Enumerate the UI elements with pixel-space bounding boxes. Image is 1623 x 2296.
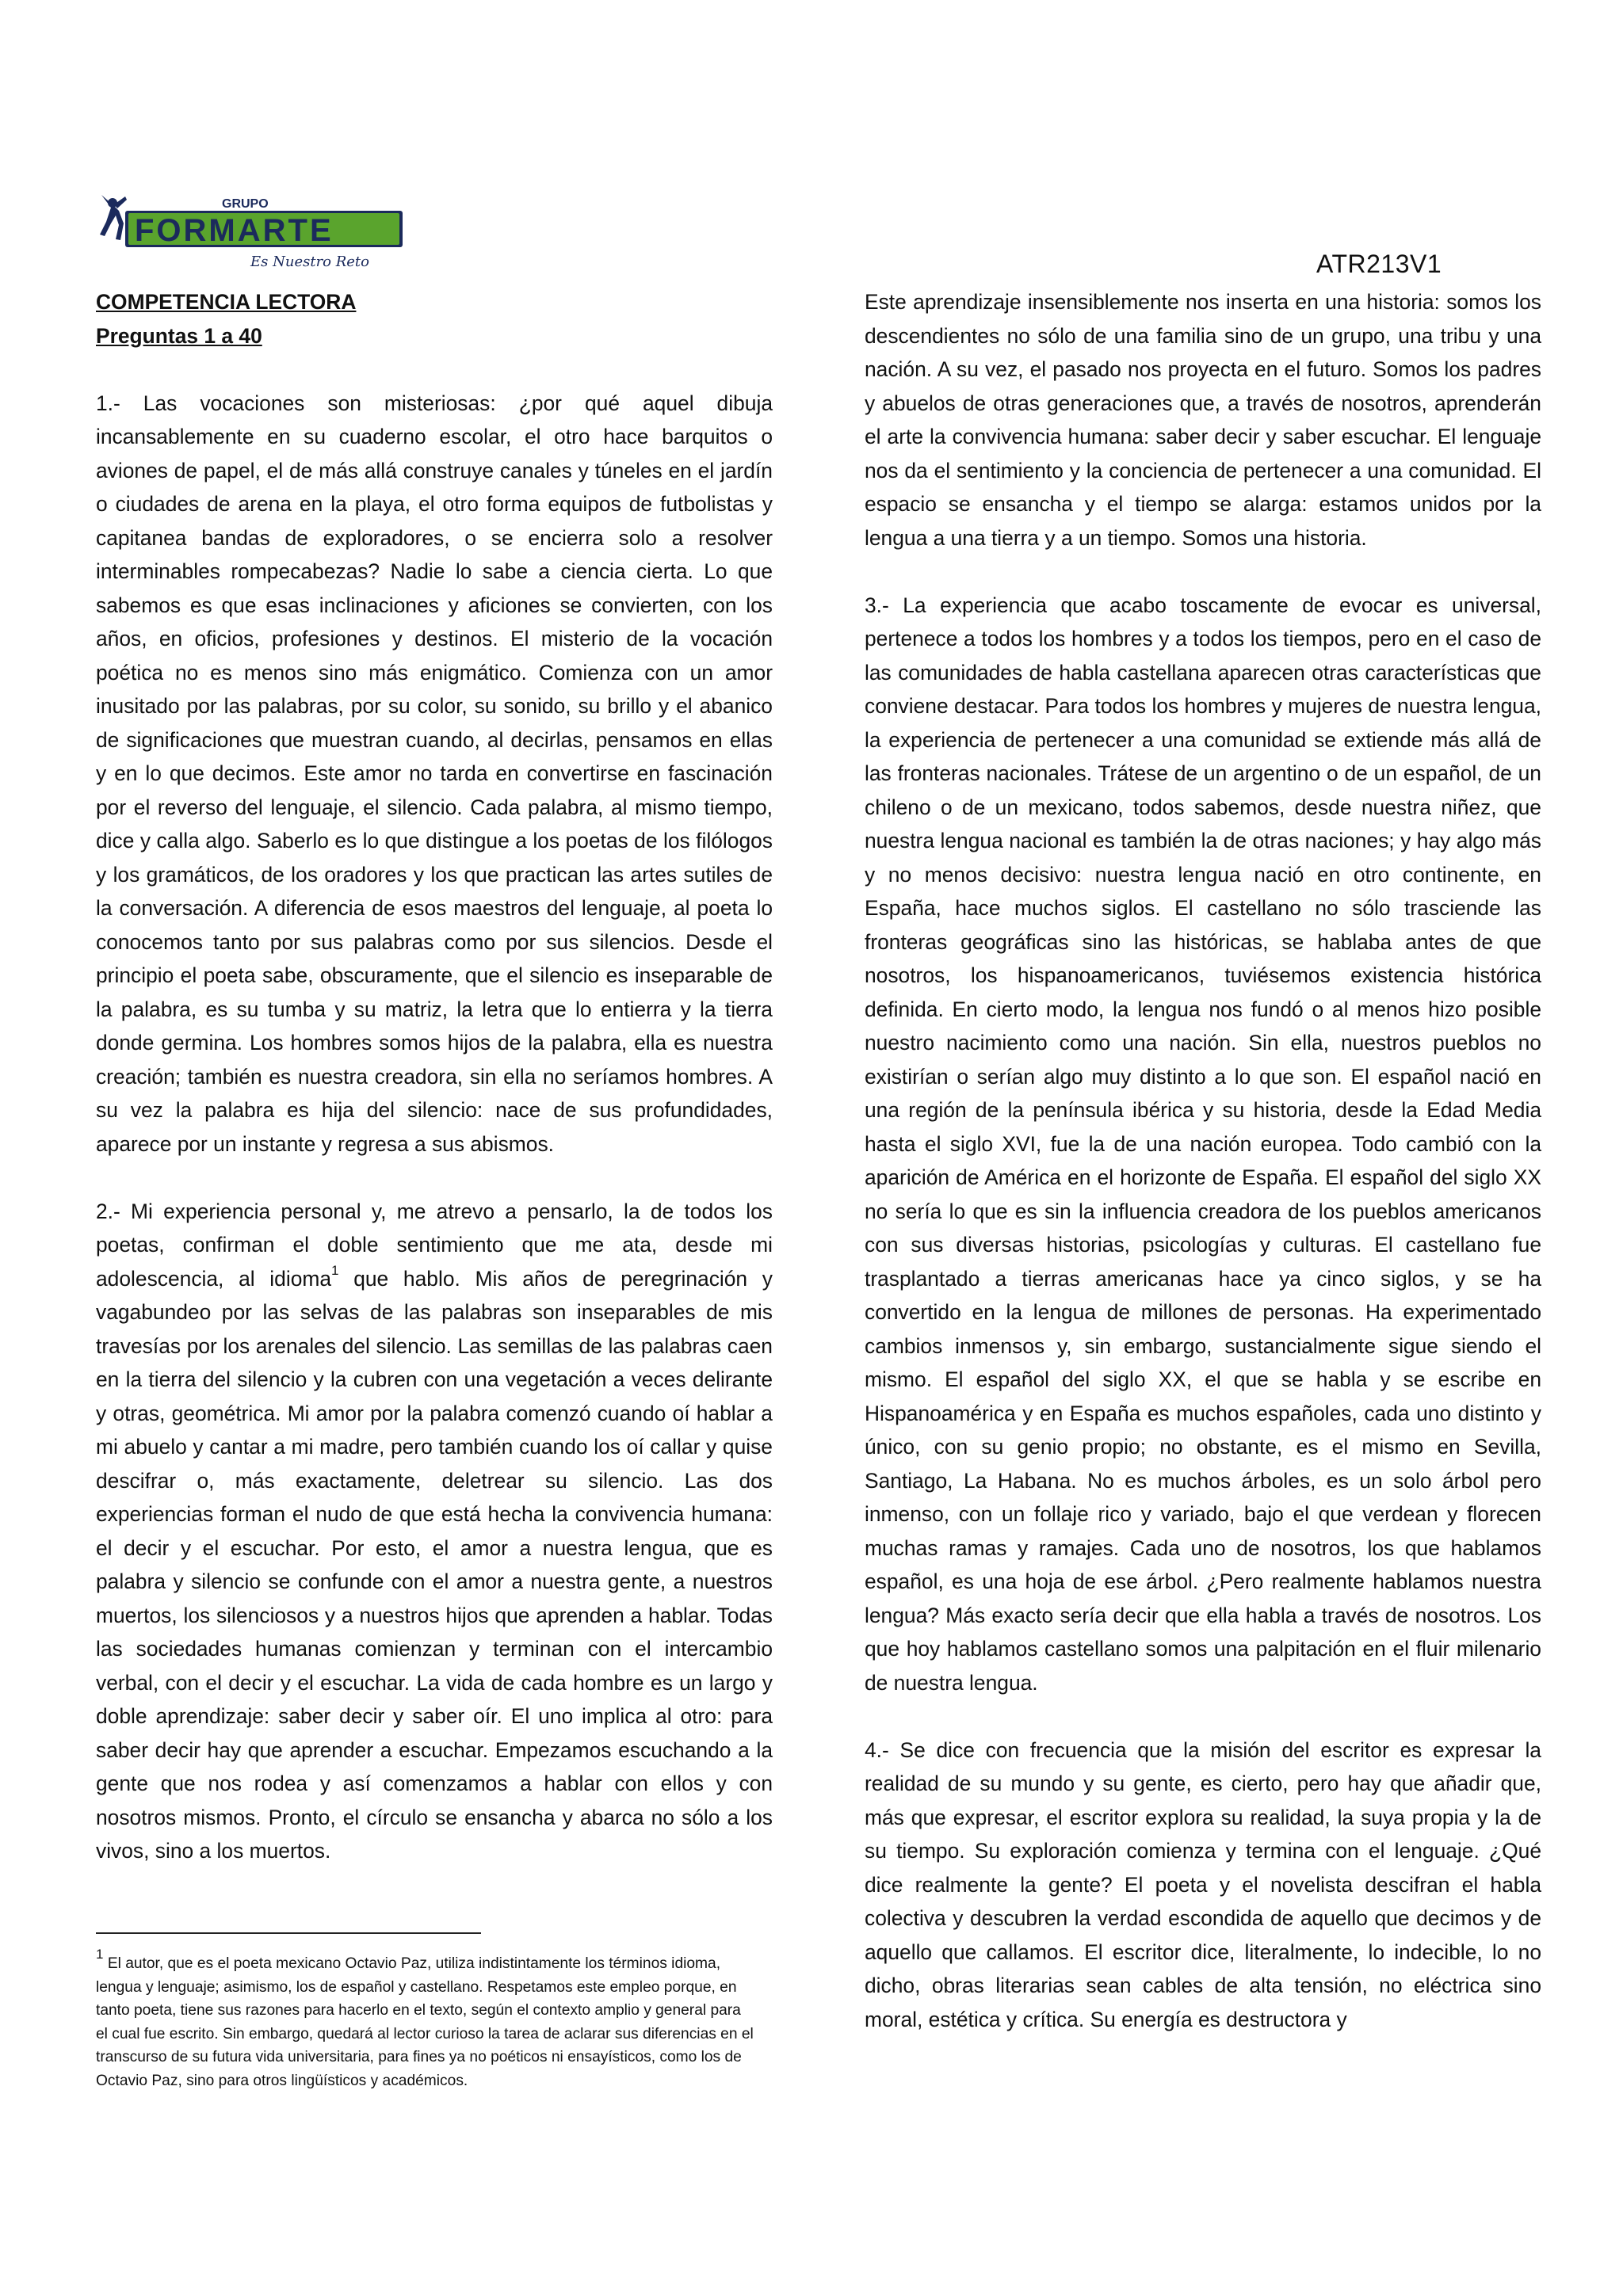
spacer bbox=[865, 1699, 1541, 1733]
formarte-logo bbox=[95, 187, 404, 271]
paragraph-2-continuation: Este aprendizaje insensiblemente nos inserta en una historia: somos los descendientes no sólo de una familia sino de un grupo, una tribu y una nación. A su vez, el pasado nos proyecta en el futuro. Somos los padres y abuelos de otras generaciones que, a través de nosotros, aprenderán el arte la convivencia humana: saber decir y saber escuchar. El lenguaje nos da el sentimiento y la conciencia de pertenecer a una comunidad. El espacio se ensancha y el tiempo se alarga: estamos unidos por la lengua a una tierra y a un tiempo. Somos una historia. bbox=[865, 290, 1541, 550]
footnote-reference: 1 bbox=[331, 1262, 339, 1278]
formarte-logo-graphic bbox=[95, 187, 404, 271]
paragraph-3: 3.- La experiencia que acabo toscamente de evocar es universal, pertenece a todos los hombres y a todos los tiempos, pero en el caso de las comunidades de habla castellana aparecen otras características que conviene destacar. Para todos los hombres y mujeres de nuestra lengua, la experiencia de pertenecer a una comunidad se extiende más allá de las fronteras nacionales. Trátese de un argentino o de un español, de un chileno o de un mexicano, todos sabemos, desde nuestra niñez, que nuestra lengua nacional es también la de otras naciones; y hay algo más y no menos decisivo: nuestra lengua nació en otro continente, en España, hace muchos siglos. El castellano no sólo trasciende las fronteras geográficas sino las históricas, se hablaba antes de que nosotros, los hispanoamericanos, tuviésemos existencia histórica definida. En cierto modo, la lengua nos fundó o al menos hizo posible nuestro nacimiento como una nación. Sin ella, nuestros pueblos no existirían o serían algo muy distinto a lo que son. El español nació en una región de la península ibérica y su historia, desde la Edad Media hasta el siglo XVI, fue la de una nación europea. Todo cambió con la aparición de América en el horizonte de España. El español del siglo XX no sería lo que es sin la influencia creadora de los pueblos americanos con sus diversas historias, psicologías y culturas. El castellano fue trasplantado a tierras americanas hace ya cinco siglos, y se ha convertido en la lengua de millones de personas. Ha experimentado cambios inmensos y, sin embargo, sustancialmente sigue siendo el mismo. El español del siglo XX, el que se habla y se escribe en Hispanoamérica y en España es muchos españoles, cada uno distinto y único, con su genio propio; no obstante, es el mismo en Sevilla, Santiago, La Habana. No es muchos árboles, es un solo árbol pero inmenso, con un follaje rico y variado, bajo el que verdean y florecen muchas ramas y ramajes. Cada uno de nosotros, los que hablamos español, es una hoja de ese árbol. ¿Pero realmente hablamos nuestra lengua? Más exacto sería decir que ella habla a través de nosotros. Los que hoy hablamos castellano somos una palpitación en el fluir milenario de nuestra lengua. bbox=[865, 593, 1541, 1695]
paragraph-2 bbox=[96, 1195, 773, 1868]
footnote bbox=[96, 1947, 754, 2092]
footnote-separator bbox=[96, 1932, 481, 1934]
section-heading: COMPETENCIA LECTORA bbox=[96, 290, 357, 314]
logo-group-label: GRUPO bbox=[222, 197, 269, 211]
spacer bbox=[865, 555, 1541, 589]
document-code: ATR213V1 bbox=[1316, 250, 1442, 278]
spacer bbox=[96, 1161, 773, 1195]
paragraph-4: 4.- Se dice con frecuencia que la misión del escritor es expresar la realidad de su mundo y su gente, es cierto, pero hay que añadir que, más que expresar, el escritor explora su realidad, la suya propia y la de su tiempo. Su exploración comienza y termina con el lenguaje. ¿Qué dice realmente la gente? El poeta y el novelista descifran el habla colectiva y descubren la verdad escondida de aquello que decimos y de aquello que callamos. El escritor dice, literalmente, lo indecible, lo no dicho, obras literarias sean cables de alta tensión, no eléctrica sino moral, estética y crítica. Su energía es destructora y bbox=[865, 1737, 1541, 2031]
left-column bbox=[96, 285, 773, 1868]
paragraph-1: 1.- Las vocaciones son misteriosas: ¿por qué aquel dibuja incansablemente en su cuaderno escolar, el otro hace barquitos o aviones de papel, el de más allá construye canales y túneles en el jardín o ciudades de arena en la playa, el otro forma equipos de futbolistas y capitanea bandas de exploradores, o se encierra solo a resolver interminables rompecabezas? Nadie lo sabe a ciencia cierta. Lo que sabemos es que esas inclinaciones y aficiones se convierten, con los años, en oficios, profesiones y destinos. El misterio de la vocación poética no es menos sino más enigmático. Comienza con un amor inusitado por las palabras, por su color, su sonido, su brillo y el abanico de significaciones que muestran cuando, al decirlas, pensamos en ellas y en lo que decimos. Este amor no tarda en convertirse en fascinación por el reverso del lenguaje, el silencio. Cada palabra, al mismo tiempo, dice y calla algo. Saberlo es lo que distingue a los poetas de los filólogos y los gramáticos, de los oradores y los que practican las artes sutiles de la conversación. A diferencia de esos maestros del lenguaje, al poeta lo conocemos tanto por sus palabras como por sus silencios. Desde el principio el poeta sabe, obscuramente, que el silencio es inseparable de la palabra, es su tumba y su matriz, la letra que lo entierra y la tierra donde germina. Los hombres somos hijos de la palabra, ella es nuestra creación; también es nuestra creadora, sin ella no seríamos hombres. A su vez la palabra es hija del silencio: nace de sus profundidades, aparece por un instante y regresa a sus abismos. bbox=[96, 391, 773, 1156]
climber-icon bbox=[100, 195, 127, 240]
paragraph-2-part-b: que hablo. Mis años de peregrinación y vagabundeo por las selvas de las palabras son inseparables de mis travesías por los arenales del silencio. Las semillas de las palabras caen en la tierra del silencio y la cubren con una vegetación a veces delirante y otras, geométrica. Mi amor por la palabra comenzó cuando oí hablar a mi abuelo y cantar a mi madre, pero también cuando los oí callar y quise descifrar o, más exactamente, deletrear su silencio. Las dos experiencias forman el nudo de que está hecha la convivencia humana: el decir y el escuchar. Por esto, el amor a nuestra lengua, que es palabra y silencio se confunde con el amor a nuestra gente, a nuestros muertos, los silenciosos y a nuestros hijos que aprenden a hablar. Todas las sociedades humanas comienzan y terminan con el intercambio verbal, con el decir y el escuchar. La vida de cada hombre es un largo y doble aprendizaje: saber decir y saber oír. El uno implica al otro: para saber decir hay que aprender a escuchar. Empezamos escuchando a la gente que nos rodea y así comenzamos a hablar con ellos y con nosotros mismos. Pronto, el círculo se ensancha y abarca no sólo a los vivos, sino a los muertos. bbox=[96, 1266, 773, 1863]
spacer bbox=[96, 353, 773, 387]
questions-range-heading: Preguntas 1 a 40 bbox=[96, 323, 262, 348]
footnote-text: El autor, que es el poeta mexicano Octavio Paz, utiliza indistintamente los términos idioma, lengua y lenguaje; asimismo, los de español y castellano. Respetamos este empleo porque, en tanto poeta, tiene sus razones para hacerlo en el texto, según el contexto amplio y general para el cual fue escrito. Sin embargo, quedará al lector curioso la tarea de aclarar sus diferencias en el transcurso de su futura vida universitaria, para fines ya no poéticos ni ensayísticos, como los de Octavio Paz, sino para otros lingüísticos y académicos. bbox=[96, 1955, 754, 2089]
right-column bbox=[865, 285, 1541, 2036]
logo-tagline: Es Nuestro Reto bbox=[250, 254, 370, 270]
footnote-marker: 1 bbox=[96, 1947, 104, 1962]
paragraph-2-part-a: 2.- Mi experiencia personal y, me atrevo a pensarlo, la de todos los poetas, confirman el doble sentimiento que me ata, desde mi adolescencia, al idioma bbox=[96, 1199, 773, 1291]
logo-brand-text: FORMARTE bbox=[135, 213, 334, 248]
